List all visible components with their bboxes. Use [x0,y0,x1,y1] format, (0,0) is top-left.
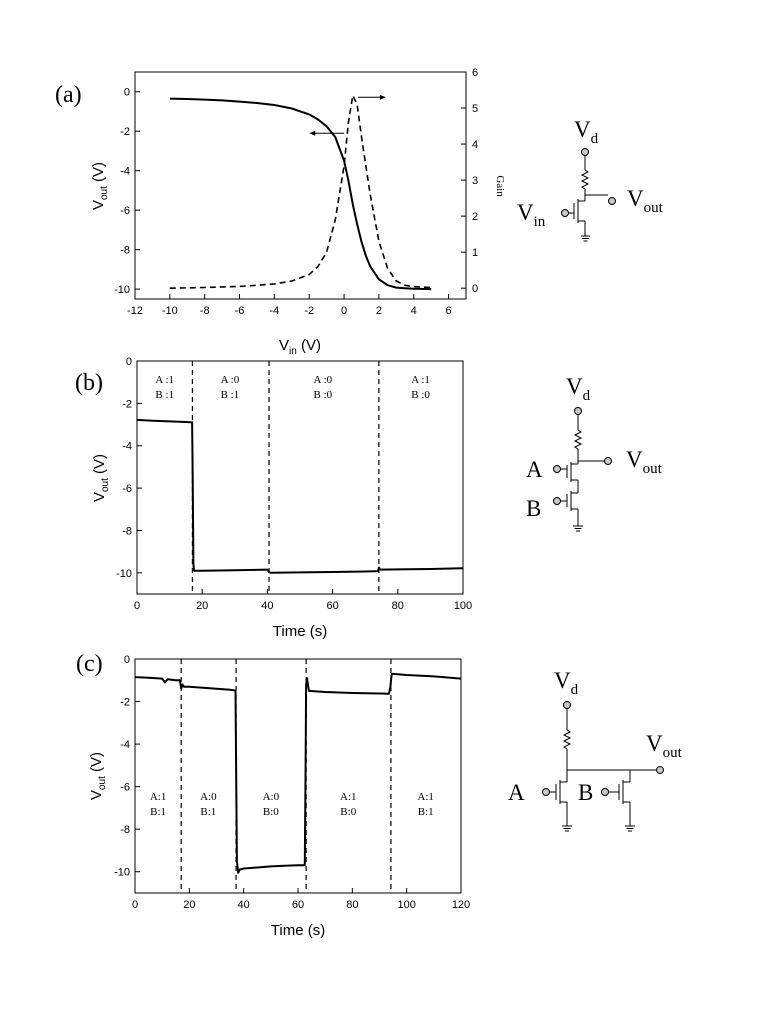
y2-tick-label: 5 [472,103,479,116]
state-label: A :1 [155,374,175,386]
y2-tick-label: 1 [472,247,479,260]
vd-terminal [564,702,571,709]
state-label: A :0 [220,374,240,386]
state-label: B :1 [155,389,175,401]
panel-a-y-ticks [114,87,140,296]
panel-b-y-axis-label: $V_{out}$ (V) [91,453,111,503]
x-tick-label: -12 [127,305,143,317]
panel-b-label: (b) [75,370,103,396]
x-tick-label: 2 [375,305,382,317]
a-terminal [543,789,550,796]
x-tick-label: 100 [453,600,473,612]
vout-series-line [137,420,463,573]
panel-c-x-axis-label: Time (s) [270,922,326,939]
y2-tick-label: 4 [472,139,479,152]
y-tick-label: 0 [125,356,132,368]
vout-terminal [605,458,612,465]
panel-c-y-axis-label: $V_{out}$ (V) [88,751,108,801]
x-tick-label: -4 [269,305,280,317]
panel-b-label-vd: $V_d$ [566,374,591,404]
state-label: A:1 [417,791,434,803]
state-label: A:0 [262,791,280,803]
panel-c-label-vd: $V_d$ [554,668,579,698]
b-terminal [554,498,561,505]
panel-b [75,356,663,640]
y-tick-label: 0 [123,654,130,666]
x-tick-label: 20 [183,899,196,911]
state-label: A :0 [313,374,333,386]
state-label: A:0 [200,791,217,803]
panel-a-circuit [562,149,616,242]
x-tick-label: 0 [131,899,139,911]
x-tick-label: 0 [133,600,141,612]
state-label: B:0 [262,806,279,818]
y-tick-label: -10 [114,284,130,297]
x-tick-label: 60 [326,600,339,612]
panel-b-label-a: A [526,457,543,482]
x-tick-label: 100 [397,899,416,911]
panel-a-label-vd: $V_d$ [574,117,599,147]
y-tick-label: -6 [120,205,130,218]
panel-b-y-ticks [116,356,142,580]
vout-terminal [609,198,616,205]
panel-c-y-ticks [114,654,140,879]
vout-series-line [135,674,461,873]
x-tick-label: 80 [391,600,404,612]
panel-c-label-b: B [578,780,594,805]
state-label: B:1 [200,806,217,818]
panel-b-label-vout: $V_{out}$ [626,447,662,477]
state-label: B:1 [150,806,167,818]
y-tick-label: -8 [120,824,130,837]
x-tick-label: 120 [451,899,471,911]
state-label: B :0 [313,389,333,401]
x-tick-label: 40 [261,600,274,612]
x-tick-label: -8 [199,305,210,317]
y2-tick-label: 2 [472,211,479,224]
state-label: A:1 [340,791,357,803]
panel-b-state-labels [155,374,430,401]
x-tick-label: 0 [340,305,348,317]
x-tick-label: 80 [346,899,359,911]
panel-a-label-vin: $V_{in}$ [517,200,546,230]
vout-terminal [657,767,664,774]
state-label: B:0 [340,806,357,818]
vd-terminal [582,149,589,156]
panel-a-frame [135,72,466,299]
b-terminal [602,789,609,796]
y-tick-label: -4 [122,440,132,453]
y-tick-label: -8 [120,244,130,257]
panel-a-y-axis-label: $V_{out}$ (V) [90,161,110,211]
y-tick-label: -4 [120,165,130,178]
x-tick-label: 6 [445,305,452,317]
x-tick-label: 20 [196,600,209,612]
panel-b-circuit [554,408,612,532]
x-tick-label: -10 [161,305,178,317]
state-label: B :1 [220,389,240,401]
x-tick-label: 40 [237,899,250,911]
panel-a-arrow-right [358,95,386,100]
state-label: A:1 [149,791,167,803]
panel-a [55,67,664,357]
panel-b-label-b: B [526,496,542,521]
panel-c [76,651,683,939]
panel-a-x-axis-label: $V_{in}$ (V) [279,337,321,357]
panel-a-x-ticks [127,294,452,317]
y-tick-label: -4 [120,739,130,752]
panel-c-x-ticks [132,888,470,911]
y-tick-label: -2 [122,398,132,411]
state-label: B:1 [417,806,434,818]
y-tick-label: -8 [122,525,132,538]
panel-a-series [170,95,431,289]
load-resistor [575,430,581,449]
y-tick-label: 0 [123,86,130,99]
y-tick-label: -10 [114,866,130,879]
y-tick-label: -2 [120,696,130,709]
panel-b-x-ticks [134,589,472,612]
x-tick-label: -2 [304,305,315,317]
panel-a-label-vout: $V_{out}$ [627,186,663,216]
panel-c-frame [135,659,461,893]
panel-b-x-axis-label: Time (s) [272,623,328,640]
panel-a-label: (a) [55,82,82,108]
y2-tick-label: 3 [472,175,479,188]
x-tick-label: 60 [291,899,305,911]
panel-c-label-vout: $V_{out}$ [646,731,682,761]
vd-terminal [575,408,582,415]
x-tick-label: -6 [234,305,245,317]
y-tick-label: -2 [120,126,130,139]
load-resistor [582,170,588,189]
state-label: A :1 [411,374,430,386]
y-tick-label: -10 [116,567,132,580]
panel-c-label-a: A [508,780,525,805]
panel-b-series [137,420,463,573]
panel-c-series [135,674,461,873]
panel-c-label: (c) [76,651,103,677]
y-tick-label: -6 [122,483,132,496]
y-tick-label: -6 [120,781,130,794]
panel-a-y2-axis-label: Gain [494,175,506,197]
panel-a-y2-ticks [461,67,478,295]
panel-a-arrow-left [309,131,344,136]
a-terminal [554,466,561,473]
state-label: B :0 [411,389,430,401]
load-resistor [564,730,570,749]
x-tick-label: 4 [410,305,417,317]
y2-tick-label: 0 [472,283,479,296]
vin-terminal [562,210,569,217]
y2-tick-label: 6 [472,67,479,79]
vout-series-line [170,99,431,290]
gain-series-line [170,95,431,288]
panel-c-circuit [543,702,664,832]
